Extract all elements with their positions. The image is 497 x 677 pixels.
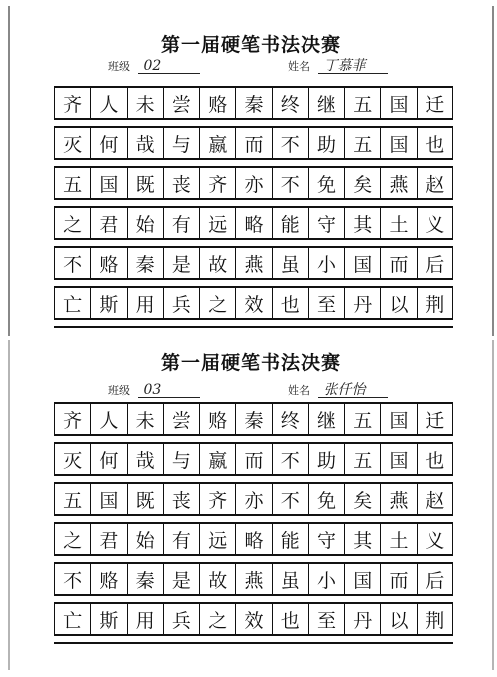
name-field (288, 58, 388, 74)
grid-cell: 国 (90, 168, 126, 198)
grid-cell: 与 (163, 444, 199, 474)
grid-cell: 齐 (199, 484, 235, 514)
grid-cell: 斯 (90, 604, 126, 634)
grid-cell: 与 (163, 128, 199, 158)
grid-cell: 秦 (235, 88, 271, 118)
grid-cell: 亦 (235, 484, 271, 514)
grid-cell: 守 (308, 524, 344, 554)
grid-row (54, 126, 453, 160)
grid-cell: 以 (380, 288, 416, 318)
grid-cell: 赵 (417, 168, 453, 198)
grid-cell: 兵 (163, 288, 199, 318)
grid-cell: 后 (417, 248, 453, 278)
grid-cell: 义 (417, 524, 453, 554)
grid-cell: 齐 (199, 168, 235, 198)
grid-cell: 不 (54, 564, 90, 594)
grid-cell: 其 (344, 524, 380, 554)
grid-cell: 不 (272, 444, 308, 474)
sheet-title: 第一届硬笔书法决赛 (160, 352, 341, 374)
grid-cell: 赵 (417, 484, 453, 514)
grid-cell: 斯 (90, 288, 126, 318)
grid-cell: 不 (272, 168, 308, 198)
grid-cell: 助 (308, 444, 344, 474)
grid-cell: 之 (199, 604, 235, 634)
grid-cell: 至 (308, 288, 344, 318)
grid-cell: 灭 (54, 128, 90, 158)
class-value: 03 (138, 383, 200, 398)
grid-cell: 有 (163, 524, 199, 554)
grid-cell: 而 (235, 444, 271, 474)
class-value: 02 (138, 59, 200, 74)
grid-cell: 是 (163, 248, 199, 278)
grid-row (54, 246, 453, 280)
grid-cell: 未 (127, 404, 163, 434)
grid-cell: 既 (127, 168, 163, 198)
writing-grid (54, 402, 453, 670)
grid-cell: 远 (199, 208, 235, 238)
grid-cell: 土 (380, 524, 416, 554)
grid-cell: 灭 (54, 444, 90, 474)
grid-cell: 是 (163, 564, 199, 594)
grid-cell: 始 (127, 208, 163, 238)
grid-cell: 兵 (163, 604, 199, 634)
grid-cell: 后 (417, 564, 453, 594)
grid-row-cut-off (54, 642, 453, 670)
contest-sheet-bottom (8, 340, 494, 670)
grid-cell: 小 (308, 248, 344, 278)
grid-cell: 荆 (417, 288, 453, 318)
grid-cell: 秦 (235, 404, 271, 434)
grid-cell: 燕 (235, 564, 271, 594)
grid-cell: 国 (344, 564, 380, 594)
grid-cell: 虽 (272, 248, 308, 278)
grid-cell: 之 (199, 288, 235, 318)
grid-cell: 虽 (272, 564, 308, 594)
grid-cell: 之 (54, 208, 90, 238)
grid-cell: 不 (272, 128, 308, 158)
grid-cell: 国 (380, 404, 416, 434)
grid-row (54, 602, 453, 636)
contest-sheet-top (8, 6, 494, 336)
grid-cell: 齐 (54, 88, 90, 118)
grid-cell: 亦 (235, 168, 271, 198)
grid-cell: 也 (272, 288, 308, 318)
name-value: 张仟怡 (318, 383, 388, 398)
grid-cell: 矣 (344, 168, 380, 198)
sheet-title: 第一届硬笔书法决赛 (160, 34, 341, 56)
grid-cell: 用 (127, 604, 163, 634)
grid-row (54, 562, 453, 596)
grid-cell: 国 (90, 484, 126, 514)
grid-cell: 土 (380, 208, 416, 238)
grid-cell: 五 (344, 404, 380, 434)
grid-cell: 迁 (417, 404, 453, 434)
grid-cell: 助 (308, 128, 344, 158)
grid-cell: 能 (272, 208, 308, 238)
grid-cell: 故 (199, 248, 235, 278)
grid-cell: 赂 (90, 564, 126, 594)
grid-cell: 亡 (54, 288, 90, 318)
grid-cell: 用 (127, 288, 163, 318)
grid-cell: 哉 (127, 128, 163, 158)
class-field (108, 58, 200, 74)
grid-row (54, 442, 453, 476)
writing-grid (54, 86, 453, 336)
name-field (288, 382, 388, 398)
grid-row (54, 482, 453, 516)
grid-cell: 尝 (163, 404, 199, 434)
name-value: 丁慕菲 (318, 59, 388, 74)
grid-cell: 未 (127, 88, 163, 118)
grid-cell: 尝 (163, 88, 199, 118)
grid-cell: 齐 (54, 404, 90, 434)
grid-cell: 丹 (344, 288, 380, 318)
grid-row (54, 206, 453, 240)
grid-cell: 五 (344, 444, 380, 474)
grid-cell: 也 (272, 604, 308, 634)
grid-cell: 义 (417, 208, 453, 238)
grid-cell: 免 (308, 484, 344, 514)
grid-cell: 而 (380, 248, 416, 278)
grid-cell: 以 (380, 604, 416, 634)
grid-cell: 之 (54, 524, 90, 554)
grid-cell: 君 (90, 524, 126, 554)
grid-cell: 秦 (127, 248, 163, 278)
class-label: 班级 (108, 60, 130, 73)
grid-cell: 嬴 (199, 128, 235, 158)
grid-cell: 秦 (127, 564, 163, 594)
grid-cell: 何 (90, 128, 126, 158)
grid-cell: 继 (308, 404, 344, 434)
grid-cell: 荆 (417, 604, 453, 634)
grid-cell: 亡 (54, 604, 90, 634)
grid-cell: 不 (272, 484, 308, 514)
grid-cell: 嬴 (199, 444, 235, 474)
grid-row (54, 402, 453, 436)
grid-cell: 国 (380, 444, 416, 474)
grid-row-cut-off (54, 326, 453, 336)
grid-row (54, 86, 453, 120)
grid-cell: 人 (90, 88, 126, 118)
grid-cell: 至 (308, 604, 344, 634)
grid-cell: 国 (380, 88, 416, 118)
grid-cell: 效 (235, 288, 271, 318)
grid-cell: 继 (308, 88, 344, 118)
name-label: 姓名 (288, 60, 310, 73)
grid-cell: 赂 (199, 404, 235, 434)
grid-cell: 故 (199, 564, 235, 594)
grid-cell: 君 (90, 208, 126, 238)
grid-cell: 也 (417, 128, 453, 158)
grid-cell: 也 (417, 444, 453, 474)
grid-cell: 国 (380, 128, 416, 158)
grid-cell: 始 (127, 524, 163, 554)
grid-cell: 略 (235, 208, 271, 238)
grid-cell: 燕 (380, 168, 416, 198)
grid-cell: 五 (344, 128, 380, 158)
grid-cell: 何 (90, 444, 126, 474)
grid-cell: 既 (127, 484, 163, 514)
grid-cell: 哉 (127, 444, 163, 474)
grid-cell: 其 (344, 208, 380, 238)
grid-cell: 小 (308, 564, 344, 594)
grid-cell: 丧 (163, 168, 199, 198)
grid-cell: 终 (272, 88, 308, 118)
grid-cell: 略 (235, 524, 271, 554)
grid-cell: 有 (163, 208, 199, 238)
class-field (108, 382, 200, 398)
grid-cell: 燕 (235, 248, 271, 278)
grid-cell: 人 (90, 404, 126, 434)
grid-cell: 不 (54, 248, 90, 278)
grid-cell: 丹 (344, 604, 380, 634)
grid-cell: 国 (344, 248, 380, 278)
grid-cell: 丧 (163, 484, 199, 514)
grid-cell: 五 (344, 88, 380, 118)
grid-cell: 而 (380, 564, 416, 594)
class-label: 班级 (108, 384, 130, 397)
grid-row (54, 166, 453, 200)
name-label: 姓名 (288, 384, 310, 397)
grid-cell: 矣 (344, 484, 380, 514)
grid-cell: 而 (235, 128, 271, 158)
grid-cell: 五 (54, 484, 90, 514)
grid-cell: 迁 (417, 88, 453, 118)
grid-row (54, 522, 453, 556)
grid-row (54, 286, 453, 320)
grid-cell: 远 (199, 524, 235, 554)
grid-cell: 终 (272, 404, 308, 434)
grid-cell: 赂 (199, 88, 235, 118)
grid-cell: 能 (272, 524, 308, 554)
grid-cell: 守 (308, 208, 344, 238)
grid-cell: 燕 (380, 484, 416, 514)
grid-cell: 五 (54, 168, 90, 198)
grid-cell: 赂 (90, 248, 126, 278)
grid-cell: 效 (235, 604, 271, 634)
grid-cell: 免 (308, 168, 344, 198)
